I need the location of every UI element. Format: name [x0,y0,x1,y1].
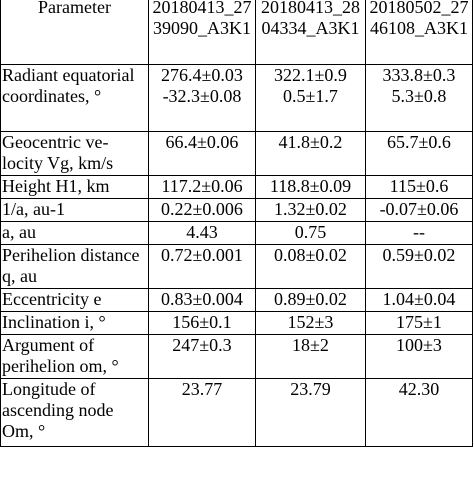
column-header-event-3: 20180502_2746108_A3K1 [366,0,473,65]
cell-value: 175±1 [366,312,473,335]
row-label: Inclination i, ° [1,312,149,335]
cell-value: 118.8±0.09 [256,176,366,199]
cell-value: 66.4±0.06 [149,132,256,176]
table-row-eccentricity [1,289,473,312]
row-label: Perihelion distance q, au [1,245,149,289]
cell-value: 23.79 [256,379,366,447]
table-row-semimajor-axis [1,222,473,245]
table-row-longitude-ascending-node [1,379,473,447]
cell-value: 4.43 [149,222,256,245]
table-row-inclination [1,312,473,335]
cell-value: 23.77 [149,379,256,447]
row-label: a, au [1,222,149,245]
column-header-parameter: Parameter [1,0,149,65]
cell-value: 156±0.1 [149,312,256,335]
row-label: 1/a, au-1 [1,199,149,222]
cell-value: 333.8±0.3 5.3±0.8 [366,65,473,132]
table-row-inverse-semimajor-axis [1,199,473,222]
column-header-event-2: 20180413_2804334_A3K1 [256,0,366,65]
cell-value: 152±3 [256,312,366,335]
table-row-perihelion-distance [1,245,473,289]
cell-value: 276.4±0.03 -32.3±0.08 [149,65,256,132]
table-row-height [1,176,473,199]
cell-value: 0.89±0.02 [256,289,366,312]
row-label: Argument of perihelion om, ° [1,335,149,379]
cell-value: 0.08±0.02 [256,245,366,289]
table-body [1,65,473,447]
table-row-radiant [1,65,473,132]
cell-value: 247±0.3 [149,335,256,379]
cell-value: 41.8±0.2 [256,132,366,176]
table-row-geocentric-velocity [1,132,473,176]
cell-value: 0.72±0.001 [149,245,256,289]
table-row-argument-of-perihelion [1,335,473,379]
cell-value: 100±3 [366,335,473,379]
cell-value: 322.1±0.9 0.5±1.7 [256,65,366,132]
cell-value: 117.2±0.06 [149,176,256,199]
cell-value: 1.32±0.02 [256,199,366,222]
header-row [1,0,473,65]
cell-value: 0.59±0.02 [366,245,473,289]
cell-value: 0.75 [256,222,366,245]
cell-value: 65.7±0.6 [366,132,473,176]
cell-value: 115±0.6 [366,176,473,199]
row-label: Radiant equatorial coordinates, ° [1,65,149,132]
cell-value: 0.22±0.006 [149,199,256,222]
table-header [1,0,473,65]
cell-value: 18±2 [256,335,366,379]
row-label: Height H1, km [1,176,149,199]
cell-value: 0.83±0.004 [149,289,256,312]
row-label: Longitude of ascending node Om, ° [1,379,149,447]
row-label: Geocentric ve-locity Vg, km/s [1,132,149,176]
row-label: Eccentricity e [1,289,149,312]
cell-value: 42.30 [366,379,473,447]
cell-value: 1.04±0.04 [366,289,473,312]
column-header-event-1: 20180413_2739090_A3K1 [149,0,256,65]
cell-value: -0.07±0.06 [366,199,473,222]
cell-value: -- [366,222,473,245]
